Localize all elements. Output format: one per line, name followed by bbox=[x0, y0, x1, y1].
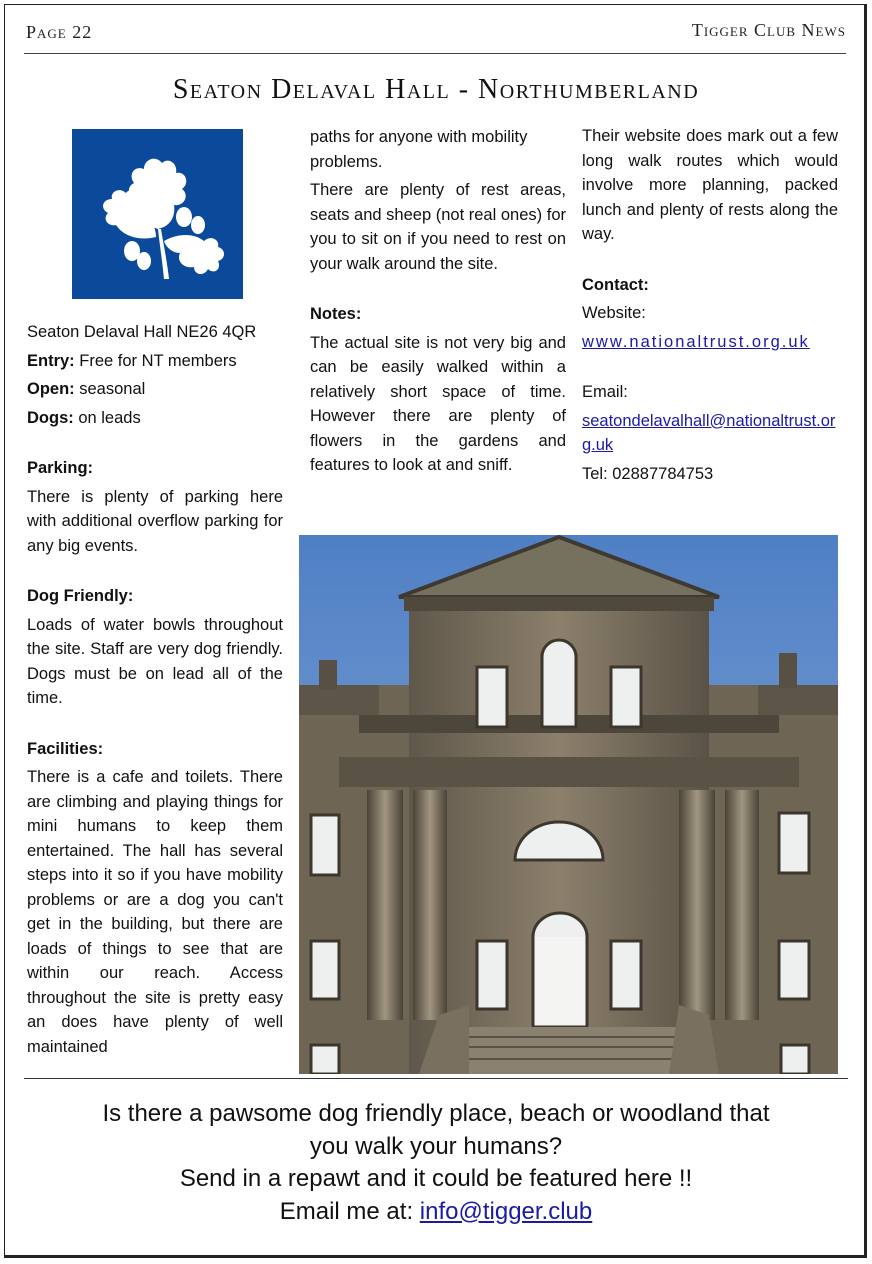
facilities-heading-text: Facilities: bbox=[27, 739, 104, 758]
dog-friendly-heading bbox=[27, 584, 283, 609]
hall-photo bbox=[299, 535, 838, 1074]
entry-line bbox=[27, 349, 283, 374]
email-label: Email: bbox=[582, 383, 628, 401]
footer-line-3: Send in a repawt and it could be featured here !! bbox=[179, 1165, 693, 1192]
oak-leaf-icon bbox=[72, 129, 243, 299]
contact-heading-text: Contact: bbox=[582, 275, 649, 294]
rest-areas-text: There are plenty of rest areas, seats and sheep (not real ones) for you to sit on if you need to rest on your walk around the site. bbox=[310, 181, 566, 273]
page-number: Page 22 bbox=[26, 22, 93, 42]
walk-routes-text: Their website does mark out a few long walk routes which would involve more planning, packed lunch and plenty of rests along the way. bbox=[582, 127, 838, 243]
entry-label: Entry: bbox=[27, 351, 75, 370]
entry-value: Free for NT members bbox=[74, 351, 237, 370]
dogs-line bbox=[27, 406, 283, 431]
facilities-heading bbox=[27, 737, 283, 762]
footer-email-prefix: Email me at: bbox=[279, 1197, 420, 1225]
notes-heading bbox=[310, 302, 566, 327]
dog-friendly-text: Loads of water bowls throughout the site. Staff are very dog friendly. Dogs must be on lead all of the time. bbox=[27, 615, 283, 707]
open-label: Open: bbox=[27, 380, 75, 398]
footer-line-2: you walk your humans? bbox=[309, 1132, 563, 1160]
email-link[interactable]: seatondelavalhall@nationaltrust.org.uk bbox=[582, 411, 836, 454]
email-line bbox=[582, 409, 838, 458]
dog-friendly-heading-text: Dog Friendly: bbox=[27, 587, 134, 605]
national-trust-logo bbox=[72, 129, 243, 299]
right-column bbox=[582, 124, 838, 490]
open-line bbox=[27, 377, 283, 402]
hall-facade-image bbox=[299, 535, 838, 1074]
website-label: Website: bbox=[582, 304, 646, 322]
website-link[interactable]: www.nationaltrust.org.uk bbox=[582, 332, 810, 351]
telephone: Tel: 02887784753 bbox=[582, 464, 714, 483]
parking-heading-text: Parking: bbox=[27, 459, 94, 477]
dogs-label: Dogs: bbox=[27, 408, 74, 427]
page-header bbox=[24, 20, 846, 54]
parking-heading bbox=[27, 456, 283, 481]
facilities-text: There is a cafe and toilets. There are climbing and playing things for mini humans to keep them entertained. The hall has several steps into it so if you have mobility problems or are a dog you can't get in the building, but there are loads of things to see that are within our reach. Access throughout the site is pretty easy an does have plenty of well maintained bbox=[27, 768, 283, 1056]
footer-line-1: Is there a pawsome dog friendly place, beach or woodland that bbox=[102, 1100, 770, 1127]
footer-line-4 bbox=[0, 1196, 872, 1229]
publication-name: Tigger Club News bbox=[691, 20, 846, 40]
footer-callout bbox=[0, 1098, 872, 1228]
left-column bbox=[27, 320, 283, 1063]
article-title: Seaton Delaval Hall - Northumberland bbox=[172, 74, 700, 105]
middle-column bbox=[310, 125, 566, 482]
dogs-value: on leads bbox=[73, 408, 141, 427]
footer-divider bbox=[24, 1078, 848, 1079]
notes-text: The actual site is not very big and can be easily walked within a relatively short space of time. However there are plenty of flowers in the gardens and features to look at and sniff. bbox=[310, 333, 566, 474]
paths-text: paths for anyone with mobility problems. bbox=[310, 128, 528, 171]
contact-heading bbox=[582, 273, 838, 298]
website-line bbox=[582, 330, 838, 355]
parking-text: There is plenty of parking here with additional overflow parking for any big events. bbox=[27, 487, 283, 555]
footer-email-link[interactable]: info@tigger.club bbox=[419, 1197, 593, 1225]
notes-heading-text: Notes: bbox=[310, 305, 362, 323]
address: Seaton Delaval Hall NE26 4QR bbox=[27, 323, 257, 341]
open-value: seasonal bbox=[74, 380, 146, 398]
